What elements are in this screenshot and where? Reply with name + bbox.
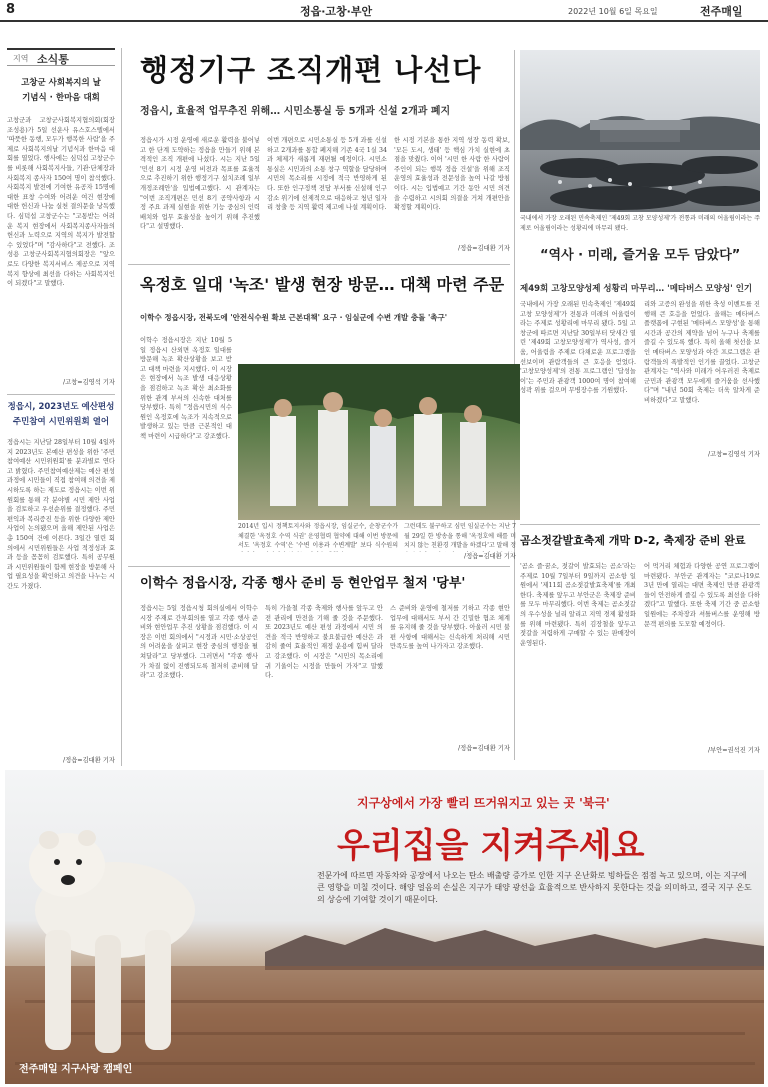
mountain-range-shape — [265, 928, 764, 970]
main-headline: 행정기구 조직개편 나선다 — [140, 53, 482, 87]
polar-bear-shape — [29, 830, 195, 1053]
okjeong-photo — [238, 364, 520, 520]
pavilion-roof-shape — [590, 120, 690, 130]
festival-quote-headline: “역사 · 미래, 즐거움 모두 담았다” — [540, 248, 741, 263]
sidebar-article2-headline: 정읍시, 2023년도 예산편성 주민참여 시민위원회 열어 — [7, 402, 115, 427]
haksoo-body-col3: 스 준비와 운영에 철저를 기하고 각종 현안업무에 대해서도 부서 간 긴밀한 협조 체계를 유지해 줄 것을 당부했다. 아울러 시민 불편 사항에 대해서는 신속하게 처리해 시민 만족도를 높여 나가자고 강조했다. — [390, 605, 510, 651]
festival-photo-caption: 국내에서 가장 오래된 민속축제인 '제49회 고창 모양성제'가 전통과 미래의 어울림이라는 주제로 어울림이라는 성황리에 마무리 됐다. — [520, 215, 760, 232]
sidebar-article1-byline: /고창=김영석 기자 — [63, 379, 115, 386]
main-subhead: 정읍시, 효율적 업무추진 위해… 시민소통실 등 5개과 신설 2개과 폐지 — [140, 106, 451, 117]
okjeong-photo-caption: 2014년 입시 정책토지사와 정읍시장, 임실군수, 순창군수가 체결한 '옥정호 수역 식권' 운영협력 협약에 대해 이번 방문에서도 '옥정호 수역'은 '수변 이용과 수변계발' 보다 식수원의 — [238, 523, 398, 550]
festival-body-col2: 리와 고증의 완성을 위한 축성 이벤트를 진행해 큰 호응을 얻었다. 올해는 메타버스 플랫폼에 구현된 '메타버스 모양성'을 통해 시간과 공간의 제약을 넘어 누구나 축제를 즐길 수 있도록 했다. 특히 올해 첫선을 보인 메타버스 모양성과 야간 프로그램은 관람객들의 폭발적인 인기를 끌었다. 고창군 관계자는 "역사와 미래가 어우러진 축제로 군민과 관광객 모두에게 즐거움을 선사했다"며 "내년 50회 축제는 더욱 알차게 준비하겠다"고 말했다. — [644, 301, 760, 404]
ad-credit: 전주매일 지구사랑 캠페인 — [19, 1064, 133, 1075]
section-divider — [520, 524, 760, 525]
section-divider — [128, 566, 510, 567]
sidebar-tab — [7, 48, 115, 66]
sonso-body-col1: '곰소 즐·꿈소, 젓갈이 발효되는 곰소'라는 주제로 10월 7일부터 9일까지 곰소항 일원에서 '제11회 곰소젓갈발효축제'를 개최한다. 축제를 앞두고 부안군은 축제장 준비를 모두 마무리했다. 이번 축제는 곰소젓갈의 우수성을 널리 알리고 지역 경제 활성화를 위해 마련됐다. 특히 김장철을 앞두고 젓갈을 저렴하게 구매할 수 있는 판매장이 운영된다. — [520, 563, 636, 647]
issue-date: 2022년 10월 6일 목요일 — [568, 7, 658, 16]
okjeong-byline: /정읍=김대환 기자 — [464, 553, 516, 560]
main-body-col3: 한 시정 기본을 통한 지역 성장 동력 확보, '모든 도시, 생태' 등 핵심 가치 실현에 초점을 맞췄다. 이어 '시민 한 사람 한 사람이 주인이 되는 행복 정읍 건설'을 위해 조직 운영의 효율성과 전문성을 높여 나갈 방침이다. 시는 입법예고 기간 동안 시민 의견을 수렴하고 시의회 의결을 거쳐 개편안을 확정할 계획이다. — [394, 137, 510, 212]
ad-headline: 우리집을 지켜주세요 — [337, 826, 645, 866]
main-byline: /정읍=김대환 기자 — [458, 245, 510, 252]
okjeong-photo-drawing — [238, 364, 520, 520]
sidebar-article1-body: 고창군과 고창군사회복지협의회(회장 조성용)가 5일 선운사 유스호스텔에서 '따뜻한 동행, 모두가 행복한 사람'을 주제로 사회복지의날 기념식과 한마음 대회를 열었다. 행사에는 심덕섭 고창군수를 비롯해 사회복지사들, 기관·단체장과 사회복지 종사자 150여 명이 참석했다. 사회복지 발전에 기여한 유공자 15명에 대한 표창 수여와 어려운 여건 현장에 대한 헌신과 나눔 실천 결의문을 낭독했다. 심덕섭 고창군수는 "고통받는 어려운 복지 현장에서 사회복지종사자들의 헌신과 노력으로 지역의 복지가 발전할 수 있었다"며 "감사하다"고 전했다. 조성용 고창군사회복지협의회장은 "앞으로도 다양한 복지서비스 제공으로 지역복지 향상에 최선을 다하는 사회복지인이 되겠다"고 말했다. — [7, 117, 115, 288]
ad-body-text: 전문가에 따르면 자동차와 공장에서 나오는 탄소 배출량 증가로 인한 지구 온난화로 빙하들은 점점 녹고 있으며, 이는 지구에 큰 영향을 미칠 것이다. 해양 얼음의 손실은 지구가 태양 광선을 효율적으로 반사하지 못한다는 것을 의미하고, 결국 지구 온도의 상승에 기여할 것이기 때문이다. — [317, 871, 752, 904]
section-divider — [128, 264, 510, 265]
ad-tagline: 지구상에서 가장 빨리 뜨거워지고 있는 곳 '북극' — [357, 796, 610, 810]
sidebar-article2-byline: /정읍=김대환 기자 — [63, 757, 115, 764]
festival-body-col1: 국내에서 가장 오래된 민속축제인 '제49회 고창 모양성제'가 전통과 미래의 어울림이라는 주제로 성황리에 마무리 됐다. 5일 고창군에 따르면 지난달 30일부터 닷새간 열린 '제49회 고창모양성제'가 역사성, 즐거움, 어울림을 주제로 다채로운 프로그램을 선보이며 관람객들의 큰 호응을 얻었다. '고창모양성제'의 전통 프로그램인 '답성놀이'는 주민과 관광객 1000여 명이 참여해 성곽 위를 걸으며 무병장수를 기원했다. — [520, 301, 636, 395]
haksoo-headline: 이학수 정읍시장, 각종 행사 준비 등 현안업무 철저 '당부' — [140, 576, 466, 591]
festival-subhead: 제49회 고창모양성제 성황리 마무리… '메타버스 모양성' 인기 — [520, 284, 753, 294]
main-body-col1: 정읍시가 시정 운영에 새로운 활력을 불어넣고 한 단계 도약하는 정읍을 만들기 위해 본격적인 조직 개편에 나섰다. 시는 지난 5일 '민선 8기 시정 운영 비전과 목표를 효율적으로 추진하기 위한 행정기구 설치조례 일부개정조례안'을 입법예고했다. 시 관계자는 "이번 조직개편은 민선 8기 공약사항과 시정 주요 과제 실현을 위한 기능 중심의 인력 배치와 업무 효율성을 높이기 위해 추진했다"고 설명했다. — [140, 137, 260, 231]
pavilion-body-shape — [600, 130, 680, 142]
haksoo-body-col1: 정읍시는 5일 정읍시청 회의실에서 이학수 시장 주재로 간부회의를 열고 각종 행사 준비와 현안업무 추진 상황을 점검했다. 이 시장은 이번 회의에서 "시정과 시민·소상공인의 어려움을 살피고 현장 중심의 행정을 펼쳐달라"고 당부했다. 그러면서 "각종 행사가 차질 없이 진행되도록 철저히 준비해 달라"고 강조했다. — [140, 605, 258, 680]
campaign-advertisement — [5, 770, 764, 1084]
sidebar-tab-prefix: 지역 — [13, 54, 29, 63]
sidebar-article2-body: 정읍시는 지난달 28일부터 10월 4일까지 2023년도 본예산 편성을 위한 '주민참여예산 시민위원회'를 분과별로 연다고 밝혔다. 주민참여예산제는 예산 편성 과정에 시민들이 직접 참여해 의견을 제시하도록 하는 제도로 정읍시는 이번 위원회를 통해 각 분야별 시민 제안 사업을 검토하고 우선순위를 결정했다. 주민 편익과 복리증진 등을 위한 다양한 제안사업이 논의됐으며 올해 제안된 사업은 총 150여 건에 이른다. 3일간 열린 회의에서 시민위원들은 사업 적정성과 효과 등을 꼼꼼히 검토했다. 특히 공무원과 시민위원들이 함께 현장을 방문해 사업 필요성을 확인하고 의견을 나누는 시간도 가졌다. — [7, 439, 115, 590]
festival-photo — [520, 50, 760, 212]
sidebar-article1-headline: 고창군 사회복지의 날 기념식 · 한마음 대회 — [21, 78, 101, 103]
okjeong-headline: 옥정호 일대 '녹조' 발생 현장 방문… 대책 마련 주문 — [140, 275, 505, 294]
sonso-headline: 곰소젓갈발효축제 개막 D-2, 축제장 준비 완료 — [520, 534, 746, 547]
page-number: 8 — [6, 2, 16, 17]
newspaper-name: 전주매일 — [700, 5, 743, 18]
column-divider — [121, 48, 122, 766]
festival-photo-drawing — [520, 50, 760, 212]
haksoo-body-col2: 특히 가을철 각종 축제와 행사를 앞두고 안전 관리에 만전을 기해 줄 것을 주문했다. 또 2023년도 예산 편성 과정에서 시민 의견을 적극 반영하고 불요불급한 예산은 과감히 줄여 효율적인 재정 운용에 힘써 달라고 강조했다. 이 시장은 "시민의 목소리에 귀 기울이는 시정을 만들어 가자"고 말했다. — [265, 605, 383, 680]
crowd-shape — [540, 156, 760, 210]
sidebar-tab-title: 소식통 — [37, 53, 69, 66]
sonso-byline: /부안=권석진 기자 — [708, 747, 760, 754]
okjeong-body-col1: 이학수 정읍시장은 지난 10월 5일 정읍시 산외면 옥정호 일대를 방문해 녹조 확산상황을 보고 받고 대책 마련을 지시했다. 이 시장은 현장에서 녹조 발생 대응상황을 점검하고 녹조 확산 최소화를 위한 관계 부서의 신속한 대처를 당부했다. 특히 "정읍시민의 식수원인 옥정호에 녹조가 지속적으로 발생하고 있는 만큼 근본적인 대책 마련이 시급하다"고 강조했다. — [140, 337, 232, 440]
page-header — [0, 0, 768, 22]
section-title: 정읍·고창·부안 — [300, 5, 373, 18]
okjeong-subhead: 이학수 정읍시장, 전북도에 '안전식수원 확보 근본대책' 요구 · 임실군에 수변 개발 충돌 '촉구' — [140, 313, 448, 322]
sidebar-news-column — [7, 48, 115, 768]
sidebar-divider — [7, 394, 115, 395]
sonso-body-col2: 어 먹거리 체험과 다양한 공연 프로그램이 마련됐다. 부안군 관계자는 "코로나19로 3년 만에 열리는 대면 축제인 만큼 관광객들이 안전하게 즐길 수 있도록 최선을 다하겠다"고 말했다. 또한 축제 기간 중 곰소항 일원에는 주차장과 셔틀버스를 운영해 방문객 편의를 도모할 예정이다. — [644, 563, 760, 628]
festival-byline: /고창=김영석 기자 — [708, 451, 760, 458]
main-body-col2: 이번 개편으로 시민소통실 등 5개 과를 신설하고 2개과를 통합 폐지해 기존 4국 1실 34과 체제가 새롭게 재편될 예정이다. 시민소통실은 시민과의 소통 창구 역할을 담당하며 시민의 목소리를 시정에 적극 반영하게 된다. 또한 인구정책 전담 부서를 신설해 인구감소 위기에 선제적으로 대응하고 청년 일자리 창출 등 지역 활력 제고에 나설 계획이다. — [267, 137, 387, 212]
haksoo-byline: /정읍=김대환 기자 — [458, 745, 510, 752]
okjeong-body-col3: 그런데도 불구하고 심민 임실군수는 지난 7월 29일 한 방송을 통해 '옥정호에 해를 미치지 않는 친환경 개발을 하겠다'고 말해 정 — [404, 523, 516, 550]
